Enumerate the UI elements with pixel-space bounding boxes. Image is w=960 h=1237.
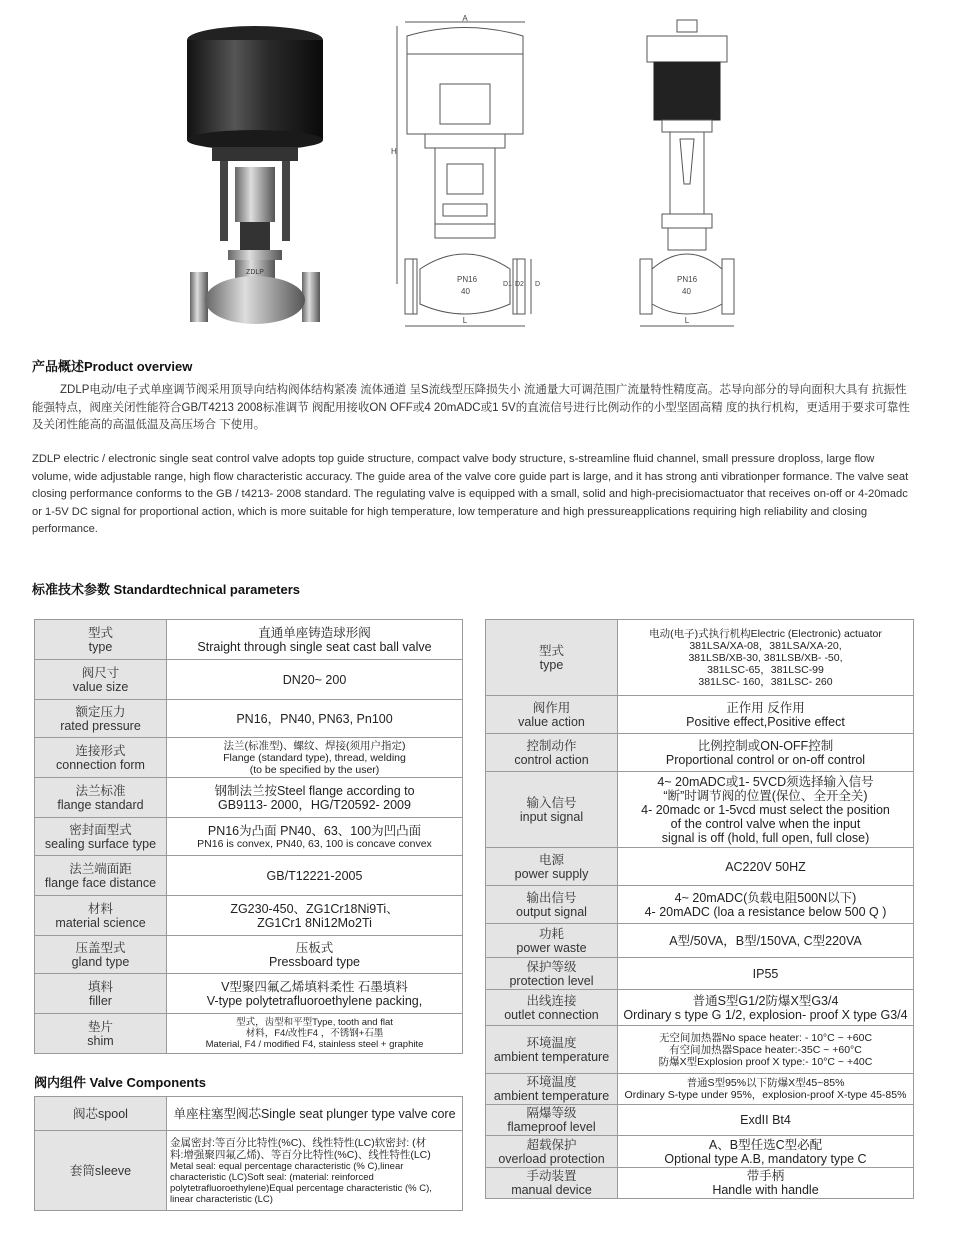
component-value-line-en: Metal seal: equal percentage characteristic (% C),linear <box>170 1160 404 1172</box>
param-value-cell <box>167 738 463 778</box>
param-value-cell <box>167 896 463 936</box>
table-row <box>35 620 463 660</box>
param-value-line: GB9113- 2000，HG/T20592- 2009 <box>218 797 411 812</box>
param-value-line: Pressboard type <box>268 954 361 969</box>
param-label-cn: 压盖型式 <box>75 940 126 955</box>
param-value-cell <box>618 1136 914 1168</box>
param-value-line: 无空间加热器No space heater: - 10°C ~ +60C <box>658 1031 873 1044</box>
param-value-line: Material, F4 / modified F4, stainless steel + graphite <box>205 1039 424 1050</box>
param-value-line: Ordinary S-type under 95%，explosion-proof X-type 45-85% <box>624 1089 907 1101</box>
param-label-cell <box>486 990 618 1026</box>
param-value-line: 4~ 20mADC或1- 5VCD须选择输入信号 <box>657 774 874 789</box>
param-value-line: IP55 <box>752 966 779 981</box>
param-label-en: overload protection <box>498 1151 605 1166</box>
table-row <box>35 1014 463 1054</box>
component-label-cell: 阀芯spool <box>35 1097 167 1131</box>
param-value-cell <box>618 696 914 734</box>
param-label-cn: 垫片 <box>87 1019 113 1034</box>
param-value-line: signal is off (hold, full open, full close) <box>661 830 870 845</box>
param-label-en: power waste <box>516 940 587 955</box>
param-label-en: flange standard <box>57 797 144 812</box>
table-row <box>486 772 914 848</box>
d1-label: D1 <box>503 281 512 288</box>
param-value-line: 381LSA/XA-08，381LSA/XA-20, <box>689 639 842 652</box>
param-value-line: 普通S型G1/2防爆X型G3/4 <box>692 993 839 1008</box>
param-value-cell <box>167 974 463 1014</box>
param-value-line: (to be specified by the user) <box>249 763 380 776</box>
table-row <box>35 660 463 700</box>
param-label-cn: 手动装置 <box>526 1169 577 1183</box>
nameplate-text: ZDLP <box>246 269 264 276</box>
table-row <box>35 974 463 1014</box>
param-value-cell <box>167 660 463 700</box>
table-row <box>486 696 914 734</box>
component-value-line: 金属密封:等百分比特性(%C)、线性特性(LC)软密封: (材 <box>170 1136 427 1149</box>
param-value-line: 381LSC-65，381LSC-99 <box>707 663 824 676</box>
param-label-cn: 功耗 <box>538 926 564 941</box>
param-label-cell <box>35 856 167 896</box>
param-label-cn: 额定压力 <box>75 704 126 719</box>
param-label-cn: 材料 <box>87 901 113 916</box>
param-value-line: Optional type A.B, mandatory type C <box>664 1151 867 1166</box>
product-figures <box>0 8 960 348</box>
param-value-line: 法兰(标准型)、螺纹、焊接(须用户指定) <box>223 739 406 752</box>
param-label-en: ambient temperature <box>493 1049 610 1064</box>
param-label-cell <box>35 700 167 738</box>
param-label-en: type <box>539 657 564 672</box>
param-value-cell <box>167 1014 463 1054</box>
table-row <box>35 1097 463 1131</box>
param-label-cn: 法兰端面距 <box>69 861 132 876</box>
param-label-cn: 连接形式 <box>75 743 126 758</box>
component-value-line: 料:增强聚四氟乙烯)、等百分比特性(%C)、线性特性(LC) <box>170 1148 431 1161</box>
param-value-line: 381LSC- 160，381LSC- 260 <box>698 675 833 688</box>
table-row <box>486 1105 914 1136</box>
front-dn-label: 40 <box>461 287 470 296</box>
param-value-cell <box>618 848 914 886</box>
param-label-cell <box>486 620 618 696</box>
param-label-cell <box>486 1074 618 1105</box>
param-label-en: sealing surface type <box>44 836 157 851</box>
param-value-line: ZG1Cr1 8Ni12Mo2Ti <box>257 915 372 930</box>
param-value-line: 电动(电子)式执行机构Electric (Electronic) actuator <box>649 627 882 640</box>
param-label-cell <box>486 1026 618 1074</box>
param-value-line: 4- 20mADC (loa a resistance below 500 Q ) <box>644 904 887 919</box>
param-label-cell <box>486 1168 618 1199</box>
param-label-cell <box>35 896 167 936</box>
param-value-line: 4- 20madc or 1-5vcd must select the position <box>641 802 890 817</box>
param-value-cell <box>167 856 463 896</box>
param-label-en: power supply <box>514 866 589 881</box>
param-label-cn: 环境温度 <box>526 1075 577 1089</box>
param-label-cell <box>35 936 167 974</box>
param-value-line: 型式，齿型和平型Type, tooth and flat <box>236 1017 393 1028</box>
param-label-cn: 阀尺寸 <box>81 665 120 680</box>
table-row <box>486 958 914 990</box>
table-row <box>486 924 914 958</box>
table-row <box>35 896 463 936</box>
param-value-line: GB/T12221-2005 <box>266 868 363 883</box>
param-label-cell <box>486 886 618 924</box>
param-value-cell <box>618 924 914 958</box>
param-value-line: AC220V 50HZ <box>725 859 806 874</box>
table-row <box>486 1074 914 1105</box>
param-value-line: Positive effect,Positive effect <box>686 714 845 729</box>
param-label-cn: 环境温度 <box>526 1035 577 1050</box>
table-row <box>35 936 463 974</box>
param-label-cell <box>35 778 167 818</box>
param-label-cn: 输出信号 <box>526 890 577 905</box>
params-title: 标准技术参数 Standardtechnical parameters <box>32 582 301 597</box>
valve-photo <box>180 22 330 327</box>
param-value-line: 4~ 20mADC(负载电阻500N以下) <box>674 890 857 905</box>
side-pn-label: PN16 <box>677 275 698 284</box>
param-value-cell <box>618 1105 914 1136</box>
table-row <box>35 1131 463 1211</box>
param-label-en: value action <box>518 714 585 729</box>
param-value-line: 带手柄 <box>746 1169 785 1183</box>
param-label-cn: 型式 <box>87 625 113 640</box>
components-title: 阀内组件 Valve Components <box>34 1075 206 1090</box>
front-dimension-drawing <box>385 14 545 334</box>
d2-label: D2 <box>515 281 524 288</box>
param-label-en: type <box>88 639 113 654</box>
param-value-line: 直通单座铸造球形阀 <box>258 625 371 640</box>
param-value-line: 普通S型95%以下防爆X型45~85% <box>686 1077 845 1089</box>
param-value-line: V型聚四氟乙烯填料柔性 石墨填料 <box>221 979 408 994</box>
param-label-en: flange face distance <box>44 875 157 890</box>
param-value-line: Handle with handle <box>712 1183 819 1197</box>
param-value-cell <box>167 818 463 856</box>
param-value-cell <box>618 1074 914 1105</box>
param-label-cell <box>486 734 618 772</box>
param-value-cell <box>618 990 914 1026</box>
side-dim-l-label: L <box>684 316 690 325</box>
param-label-en: material science <box>55 915 146 930</box>
param-value-line: PN16，PN40, PN63, Pn100 <box>236 711 393 726</box>
param-value-cell <box>618 620 914 696</box>
param-value-line: 381LSB/XB-30, 381LSB/XB- -50, <box>688 651 843 664</box>
table-row <box>35 818 463 856</box>
param-label-cell <box>486 696 618 734</box>
overview-title: 产品概述Product overview <box>32 359 193 374</box>
table-row <box>35 738 463 778</box>
param-value-cell <box>618 1168 914 1199</box>
param-value-line: DN20~ 200 <box>282 672 347 687</box>
param-label-cell <box>486 924 618 958</box>
overview-cn-text: ZDLP电动/电子式单座调节阀采用顶导向结构阀体结构紧凑 流体通道 呈S流线型压降损失小 流通量大可调范围广流量特性精度高。芯导向部分的导向面积大具有 抗振性能强特点，阀座关闭性能符合GB/T4213 2008标准调节 阀配用接收ON OFF或4 20mADC或1 5V的直流信号进行比例动作的小型坚固高精 度的执行机构，更适用于要求可靠性及关闭性能高的高温低温及高压场合 下使用。 <box>32 384 910 431</box>
param-value-line: 防爆X型Explosion proof X type:- 10°C ~ +40C <box>658 1055 873 1068</box>
param-value-line: of the control valve when the input <box>670 816 861 831</box>
param-label-cn: 型式 <box>538 643 564 658</box>
table-row <box>35 778 463 818</box>
component-value-line-en: polytetrafluoroethylene)Equal percentage characteristic (% C), <box>170 1182 432 1194</box>
table-row <box>486 848 914 886</box>
param-label-en: connection form <box>56 757 145 772</box>
param-label-en: ambient temperature <box>493 1089 610 1103</box>
table-row <box>486 734 914 772</box>
param-label-en: output signal <box>516 904 587 919</box>
param-value-line: 材料，F4/改性F4 ，不锈钢+石墨 <box>245 1028 384 1039</box>
param-label-en: manual device <box>511 1183 592 1197</box>
component-value: 单座柱塞型阀芯Single seat plunger type valve core <box>173 1106 456 1121</box>
component-value-cell <box>167 1097 463 1131</box>
param-value-line: ExdII Bt4 <box>740 1113 791 1127</box>
param-value-line: 钢制法兰按Steel flange according to <box>214 783 415 798</box>
right-params-table <box>485 619 914 1199</box>
param-value-cell <box>618 1026 914 1074</box>
param-label-cell <box>35 818 167 856</box>
param-value-line: Ordinary s type G 1/2, explosion- proof X type G3/4 <box>623 1007 908 1022</box>
param-label-en: shim <box>87 1033 114 1048</box>
table-row <box>486 620 914 696</box>
param-value-cell <box>618 772 914 848</box>
param-label-cn: 法兰标准 <box>75 783 126 798</box>
param-label-en: outlet connection <box>504 1007 599 1022</box>
param-label-cell <box>35 1014 167 1054</box>
param-label-en: value size <box>72 679 129 694</box>
param-value-cell <box>167 700 463 738</box>
param-label-en: protection level <box>509 973 594 988</box>
param-value-line: Flange (standard type), thread, welding <box>223 751 406 764</box>
table-row <box>35 856 463 896</box>
param-label-cn: 输入信号 <box>526 795 577 810</box>
table-row <box>486 886 914 924</box>
param-label-en: filler <box>89 993 112 1008</box>
param-label-cell <box>35 620 167 660</box>
table-row <box>35 700 463 738</box>
param-value-line: Straight through single seat cast ball valve <box>197 639 432 654</box>
param-label-en: control action <box>514 752 589 767</box>
param-label-cell <box>35 974 167 1014</box>
front-pn-label: PN16 <box>457 275 478 284</box>
side-dimension-drawing <box>632 14 742 334</box>
component-label-cell: 套筒sleeve <box>35 1131 167 1211</box>
param-label-cn: 阀作用 <box>532 700 571 715</box>
component-value-line-en: characteristic (LC)Soft seal: (material: reinforced <box>170 1171 374 1183</box>
param-label-cn: 保护等级 <box>526 959 577 974</box>
param-label-cn: 超载保护 <box>526 1137 577 1152</box>
param-value-cell <box>618 734 914 772</box>
param-value-line: PN16为凸面 PN40、63、100为凹凸面 <box>207 823 422 838</box>
param-label-cn: 控制动作 <box>526 738 577 753</box>
param-label-cn: 出线连接 <box>526 993 577 1008</box>
param-value-line: 正作用 反作用 <box>726 700 805 715</box>
overview-en-text: ZDLP electric / electronic single seat control valve adopts top guide structure, compact valve body structure, s-streamline fluid channel, small pressure droploss, large flow volume, wide adjustable range, high flow characteristic accuracy. The guide area of the valve core guide part is large, and it has strong anti vibrationper formance. The valve seat closing performance conforms to the GB / t4213- 2008 standard. The regulating valve is equipped with a small, solid and high-precisiomactuator that receives on-off or 4-20madc or 1-5V DC signal for proportional action, which is more suitable for high temperature, low temperature and high pressureapplications requiring high reliability and closing performance. <box>32 453 909 535</box>
param-label-en: input signal <box>519 809 584 824</box>
component-value-cell <box>167 1131 463 1211</box>
left-params-table <box>34 619 463 1054</box>
param-value-line: ZG230-450、ZG1Cr18Ni9Ti、 <box>230 901 399 916</box>
table-row <box>486 1168 914 1199</box>
param-value-line: 压板式 <box>295 940 334 955</box>
front-dim-l-label: L <box>462 316 468 325</box>
param-label-cell <box>35 738 167 778</box>
d-label: D <box>535 281 541 288</box>
param-value-cell <box>167 936 463 974</box>
param-label-cell <box>486 1105 618 1136</box>
param-value-line: “断”时调节阀的位置(保位、全开全关) <box>663 788 868 803</box>
param-label-cell <box>486 848 618 886</box>
param-value-line: PN16 is convex, PN40, 63, 100 is concave convex <box>197 837 432 850</box>
param-label-cell <box>35 660 167 700</box>
param-value-cell <box>167 620 463 660</box>
param-value-cell <box>618 886 914 924</box>
param-value-line: V-type polytetrafluoroethylene packing, <box>206 993 423 1008</box>
component-value-line-en: linear characteristic (LC) <box>170 1193 273 1205</box>
param-label-en: flameproof level <box>507 1120 596 1134</box>
dim-a-label: A <box>462 14 468 23</box>
table-row <box>486 990 914 1026</box>
param-value-cell <box>618 958 914 990</box>
param-value-line: 比例控制或ON-OFF控制 <box>697 738 834 753</box>
param-label-cn: 密封面型式 <box>69 822 132 837</box>
param-label-en: rated pressure <box>60 718 141 733</box>
param-value-line: Proportional control or on-off control <box>665 752 866 767</box>
param-value-line: A型/50VA，B型/150VA, C型220VA <box>669 933 862 948</box>
param-label-cell <box>486 1136 618 1168</box>
param-label-cell <box>486 772 618 848</box>
components-table <box>34 1096 463 1211</box>
table-row <box>486 1026 914 1074</box>
param-label-cell <box>486 958 618 990</box>
param-value-line: 有空间加热器Space heater:-35C ~ +60°C <box>669 1043 862 1056</box>
param-value-cell <box>167 778 463 818</box>
dim-h-label: H <box>391 147 397 156</box>
param-label-cn: 电源 <box>538 852 564 867</box>
table-row <box>486 1136 914 1168</box>
param-value-line: A、B型任选C型必配 <box>708 1137 823 1152</box>
param-label-cn: 填料 <box>87 979 113 994</box>
side-dn-label: 40 <box>682 287 691 296</box>
param-label-en: gland type <box>71 954 130 969</box>
param-label-cn: 隔爆等级 <box>526 1106 577 1120</box>
